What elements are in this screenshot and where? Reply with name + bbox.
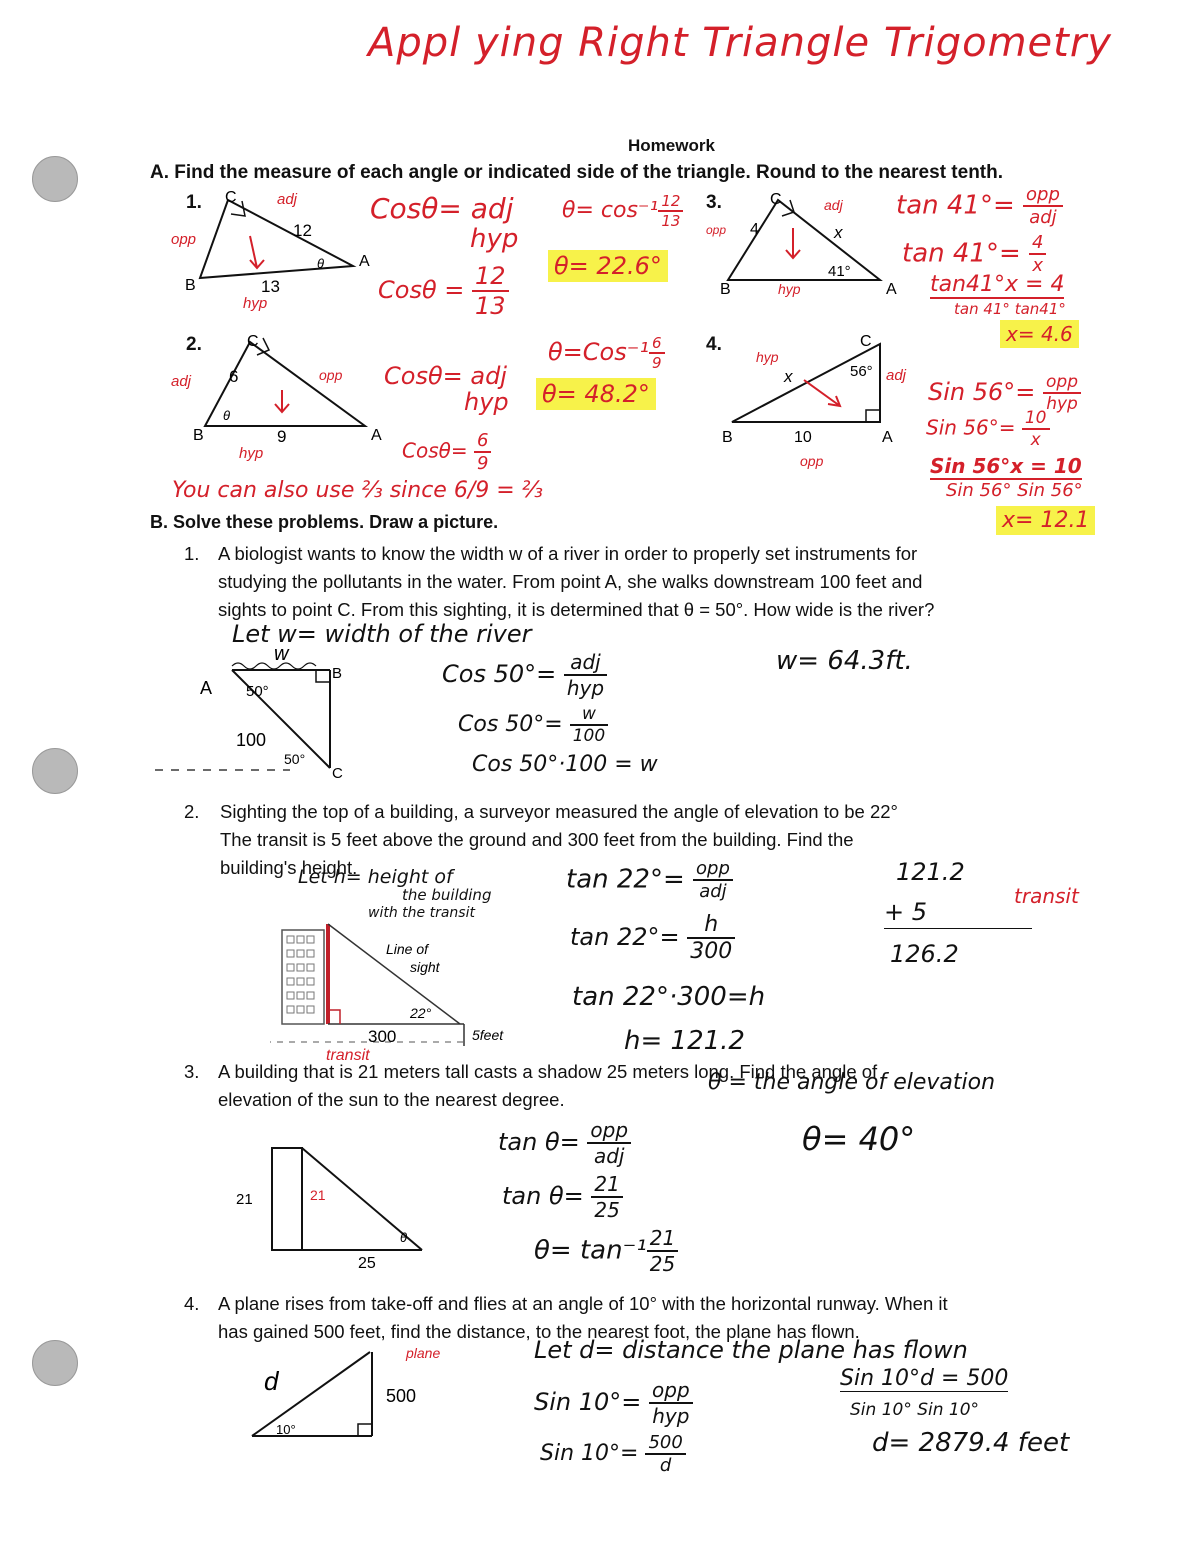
q1-text: A biologist wants to know the width w of a river in order to properly set instruments for studying the pollutants in the water. From point A, she walks downstream 100 feet and sights to point C. From this sighting, it is determined that θ = 50°. How wide is the river?: [218, 543, 935, 620]
q3-diagram: [230, 1140, 430, 1270]
p2-side-9: 9: [277, 427, 287, 446]
q4-work-2: Sin 10°= $\frac{500}{d}$: [540, 1432, 686, 1476]
p3-work-2: tan 41°= $\frac{4}{x}$: [902, 232, 1046, 276]
q1-side-100: 100: [236, 730, 267, 750]
q2-sum-note: transit: [1014, 884, 1079, 908]
q1-label-w: w: [274, 644, 289, 665]
q4-label-d: d: [264, 1366, 279, 1396]
section-a-heading: A. Find the measure of each angle or indicated side of the triangle. Round to the nearest tenth.: [150, 162, 1004, 183]
q2-work-4: h= 121.2: [624, 1026, 745, 1056]
p1-work-1: Cosθ= adj hyp: [370, 192, 519, 254]
p4-side-10: 10: [794, 429, 812, 446]
q1-angle: 50°: [246, 683, 269, 700]
q3-base-25: 25: [358, 1255, 376, 1270]
p2-label-b: B: [193, 427, 204, 444]
q2-sum-2: + 5: [884, 898, 928, 926]
p4-label-adj: adj: [886, 367, 907, 384]
q3-answer: θ= 40°: [802, 1120, 916, 1158]
p4-answer: x= 12.1: [996, 506, 1095, 535]
punch-hole-bottom: [32, 1340, 78, 1386]
p1-inverse: θ= cos⁻¹ $\frac{12}{13}$: [562, 192, 683, 230]
problem-3-triangle: [700, 188, 915, 308]
q4-work-1: Sin 10°= $\frac{\text{opp}}{\text{hyp}}$: [534, 1378, 693, 1428]
q2-work-2: tan 22°= $\frac{h}{300}$: [570, 912, 735, 964]
q2-number: 2.: [184, 801, 200, 822]
q2-side-300: 300: [368, 1027, 397, 1046]
p1-label-adj: adj: [277, 191, 298, 208]
problem-1-triangle: [165, 188, 380, 318]
p4-angle: 56°: [850, 363, 873, 380]
p3-label-hyp: hyp: [778, 281, 801, 297]
p4-work-3: Sin 56°x = 10: [930, 454, 1082, 478]
p2-label-a: A: [371, 427, 382, 444]
q3-work-3: θ= tan⁻¹ $\frac{21}{25}$: [534, 1226, 678, 1276]
p1-label-b: B: [185, 277, 196, 294]
q2-work-1: tan 22°= $\frac{\text{opp}}{\text{adj}}$: [566, 858, 733, 902]
p4-work-3b: Sin 56° Sin 56°: [946, 480, 1083, 501]
p4-label-hyp: hyp: [756, 349, 779, 365]
q4-side-500: 500: [386, 1386, 417, 1406]
q4-work-3b: Sin 10° Sin 10°: [850, 1400, 980, 1420]
problem-4-number: 4.: [706, 334, 722, 355]
p3-label-c: C: [770, 191, 782, 208]
p4-x: x: [784, 367, 793, 386]
q2-sum-1: 121.2: [896, 858, 965, 886]
p1-theta: θ: [317, 256, 325, 271]
q3-work-1: tan θ= $\frac{\text{opp}}{\text{adj}}$: [498, 1118, 631, 1168]
q4-number: 4.: [184, 1293, 200, 1314]
homework-subtitle: Homework: [628, 136, 715, 155]
q4-answer: d= 2879.4 feet: [872, 1428, 1070, 1458]
q4-angle: 10°: [276, 1422, 296, 1437]
q1-label-b: B: [332, 665, 343, 682]
q3-height-2: 21: [310, 1187, 326, 1203]
p1-side-12: 12: [293, 221, 312, 240]
p2-note: You can also use ⅔ since 6/9 = ⅔: [172, 478, 543, 503]
p2-label-opp: opp: [319, 367, 343, 383]
q1-let: Let w= width of the river: [232, 620, 532, 648]
q2-angle: 22°: [410, 1005, 432, 1021]
problem-2-number: 2.: [186, 334, 202, 355]
q1-diagram: [150, 644, 380, 784]
p3-work-3: tan41°x = 4: [930, 272, 1065, 297]
p2-inverse: θ=Cos⁻¹ $\frac{6}{9}$: [548, 334, 665, 372]
p4-label-b: B: [722, 429, 733, 446]
problem-1-number: 1.: [186, 192, 202, 213]
problem-4-triangle: [700, 330, 925, 480]
q4-work-3: Sin 10°d = 500: [840, 1366, 1009, 1391]
punch-hole-top: [32, 156, 78, 202]
p3-angle: 41°: [828, 263, 851, 280]
q3-height-1: 21: [236, 1191, 253, 1208]
p3-label-a: A: [886, 281, 897, 298]
q3-theta: θ: [400, 1230, 408, 1245]
q2-line-of: Line of: [386, 941, 429, 957]
q2-5feet: 5feet: [472, 1027, 504, 1043]
q1-work-3: Cos 50°·100 = w: [472, 752, 658, 777]
p3-side-4: 4: [750, 221, 759, 238]
q2-sum-line: [884, 928, 1032, 929]
problem-2-triangle: [165, 330, 395, 470]
p3-x: x: [834, 223, 843, 242]
q1-work-1: Cos 50°= $\frac{\text{adj}}{\text{hyp}}$: [442, 650, 607, 700]
p2-work-1: Cosθ= adj hyp: [384, 362, 509, 416]
q4-let: Let d= distance the plane has flown: [534, 1336, 968, 1364]
p3-work-1: tan 41°= $\frac{\text{opp}}{\text{adj}}$: [896, 184, 1063, 228]
p1-side-13: 13: [261, 277, 280, 296]
q1-work-2: Cos 50°= $\frac{w}{100}$: [458, 704, 608, 746]
p2-theta: θ: [223, 408, 231, 423]
q4-diagram: [240, 1340, 440, 1450]
q2-transit-label: transit: [326, 1047, 370, 1064]
p2-label-adj: adj: [171, 373, 192, 390]
p2-side-6: 6: [229, 367, 239, 386]
page-title: Appl ying Right Triangle Trigometry: [368, 20, 1112, 66]
q1-angle-2: 50°: [284, 751, 306, 767]
p1-answer: θ= 22.6°: [548, 250, 668, 282]
p1-work-2: Cosθ = $\frac{12}{13}$: [378, 262, 509, 320]
p1-label-opp: opp: [171, 231, 197, 248]
p4-label-c: C: [860, 333, 872, 350]
p1-label-c: C: [225, 189, 237, 206]
p4-label-a: A: [882, 429, 893, 446]
p3-answer: x= 4.6: [1000, 320, 1079, 348]
p1-label-a: A: [359, 253, 370, 270]
q3-work-2: tan θ= $\frac{21}{25}$: [502, 1172, 623, 1222]
q2-work-3: tan 22°·300=h: [572, 982, 766, 1012]
p2-work-2: Cosθ= $\frac{6}{9}$: [402, 430, 491, 474]
section-b-heading: B. Solve these problems. Draw a picture.: [150, 512, 499, 532]
p4-work-2: Sin 56°= $\frac{10}{x}$: [926, 408, 1050, 450]
q2-let: Let h= height of the building with the transit: [298, 866, 492, 921]
q4-text: A plane rises from take-off and flies at an angle of 10° with the horizontal runway. When it has gained 500 feet, find the distance, to the nearest foot, the plane has flown.: [218, 1293, 948, 1342]
p4-work-1: Sin 56°= $\frac{\text{opp}}{\text{hyp}}$: [928, 372, 1081, 414]
q4-plane-label: plane: [406, 1345, 440, 1361]
q2-sight: sight: [410, 959, 440, 975]
q3-number: 3.: [184, 1061, 200, 1082]
p3-work-3b: tan 41° tan41°: [954, 300, 1066, 318]
p1-label-hyp: hyp: [243, 295, 268, 312]
q2-text: Sighting the top of a building, a surveyor measured the angle of elevation to be 22° The transit is 5 feet above the ground and 300 feet from the building. Find the building's height.: [220, 801, 898, 878]
p3-label-adj: adj: [824, 197, 843, 213]
q1-label-c: C: [332, 765, 343, 782]
p4-label-opp: opp: [800, 453, 824, 469]
p2-label-c: C: [247, 333, 259, 350]
q2-diagram: [270, 918, 550, 1068]
q3-text: A building that is 21 meters tall casts a shadow 25 meters long. Find the angle of elevation of the sun to the nearest degree.: [218, 1061, 878, 1110]
p2-answer: θ= 48.2°: [536, 378, 656, 410]
q1-number: 1.: [184, 543, 200, 564]
p2-label-hyp: hyp: [239, 445, 264, 462]
q1-label-a: A: [200, 678, 213, 698]
q1-answer: w= 64.3ft.: [776, 646, 913, 676]
p3-label-b: B: [720, 281, 731, 298]
q2-sum-3: 126.2: [890, 940, 959, 968]
problem-3-number: 3.: [706, 192, 722, 213]
p3-label-opp: opp: [706, 223, 727, 237]
q3-let: θ = the angle of elevation: [708, 1070, 996, 1095]
punch-hole-middle: [32, 748, 78, 794]
